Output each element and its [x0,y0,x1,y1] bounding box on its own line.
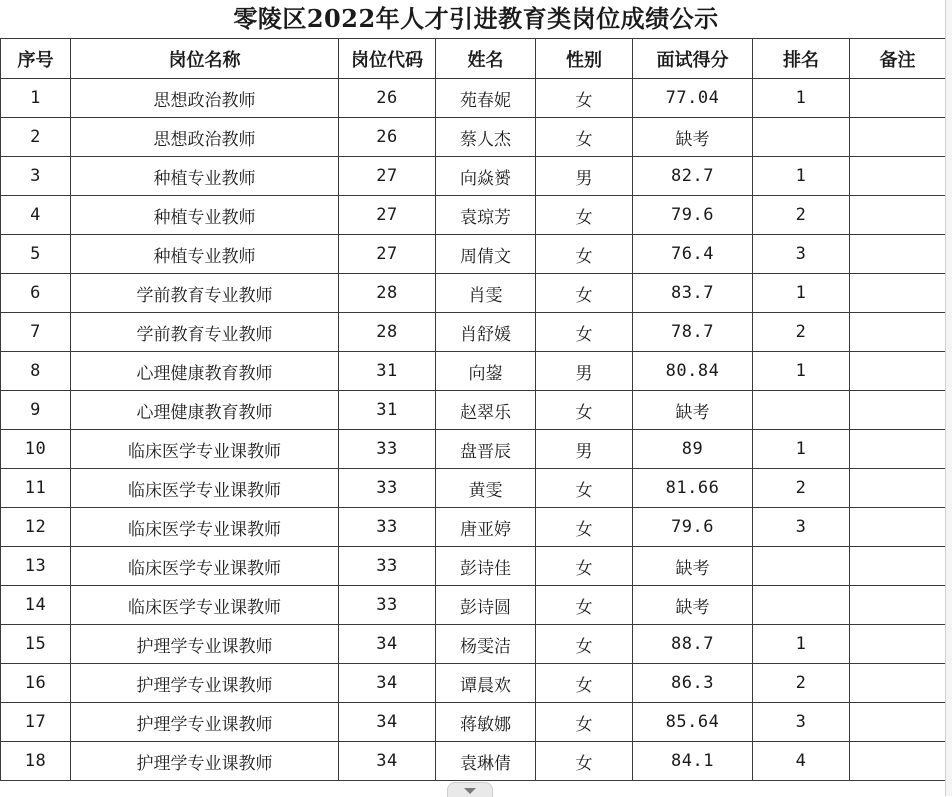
cell-name: 唐亚婷 [436,508,536,547]
table-row [1,508,946,547]
cell-index: 9 [1,391,71,430]
cell-remarks [850,391,946,430]
table-row [1,547,946,586]
cell-name: 向焱赟 [436,157,536,196]
cell-name: 杨雯洁 [436,625,536,664]
table-row [1,157,946,196]
cell-position-name: 护理学专业课教师 [71,664,339,703]
cell-gender: 女 [536,703,633,742]
cell-position-name: 种植专业教师 [71,196,339,235]
cell-gender: 男 [536,430,633,469]
cell-index: 7 [1,313,71,352]
cell-rank: 1 [753,430,850,469]
cell-interview-score: 缺考 [633,391,753,430]
cell-name: 苑春妮 [436,79,536,118]
cell-gender: 女 [536,508,633,547]
cell-gender: 女 [536,664,633,703]
table-row [1,235,946,274]
cell-position-code: 31 [339,391,436,430]
cell-position-code: 33 [339,508,436,547]
cell-name: 黄雯 [436,469,536,508]
cell-gender: 女 [536,742,633,781]
table-row [1,118,946,157]
cell-position-code: 27 [339,157,436,196]
cell-rank: 2 [753,469,850,508]
cell-interview-score: 缺考 [633,547,753,586]
cell-position-code: 28 [339,274,436,313]
cell-remarks [850,313,946,352]
cell-position-name: 思想政治教师 [71,118,339,157]
cell-position-name: 临床医学专业课教师 [71,586,339,625]
cell-gender: 女 [536,274,633,313]
cell-gender: 女 [536,586,633,625]
cell-name: 盘晋辰 [436,430,536,469]
cell-interview-score: 79.6 [633,508,753,547]
cell-gender: 女 [536,469,633,508]
cell-position-code: 34 [339,664,436,703]
cell-gender: 女 [536,313,633,352]
cell-rank: 1 [753,625,850,664]
cell-rank [753,586,850,625]
cell-index: 4 [1,196,71,235]
cell-interview-score: 79.6 [633,196,753,235]
cell-gender: 女 [536,547,633,586]
cell-remarks [850,625,946,664]
cell-index: 11 [1,469,71,508]
cell-position-code: 27 [339,235,436,274]
cell-remarks [850,586,946,625]
table-row [1,274,946,313]
cell-position-name: 种植专业教师 [71,235,339,274]
header-index: 序号 [1,39,71,79]
cell-rank: 2 [753,196,850,235]
cell-interview-score: 缺考 [633,118,753,157]
cell-position-code: 34 [339,742,436,781]
cell-rank: 1 [753,79,850,118]
cell-index: 1 [1,79,71,118]
cell-gender: 女 [536,235,633,274]
cell-index: 15 [1,625,71,664]
cell-name: 向鋆 [436,352,536,391]
cell-interview-score: 84.1 [633,742,753,781]
cell-gender: 女 [536,625,633,664]
cell-name: 蔡人杰 [436,118,536,157]
cell-remarks [850,430,946,469]
page-title: 零陵区2022年人才引进教育类岗位成绩公示 [0,0,952,38]
cell-position-code: 33 [339,547,436,586]
cell-remarks [850,664,946,703]
results-table [0,38,945,781]
cell-name: 赵翠乐 [436,391,536,430]
header-gender: 性别 [536,39,633,79]
cell-remarks [850,235,946,274]
cell-index: 13 [1,547,71,586]
cell-index: 2 [1,118,71,157]
cell-position-name: 学前教育专业教师 [71,274,339,313]
scroll-handle[interactable] [447,782,493,797]
cell-position-code: 33 [339,430,436,469]
cell-index: 17 [1,703,71,742]
cell-interview-score: 81.66 [633,469,753,508]
table-row [1,313,946,352]
cell-remarks [850,508,946,547]
cell-rank: 2 [753,313,850,352]
chevron-down-icon [464,788,476,794]
cell-position-name: 护理学专业课教师 [71,742,339,781]
cell-position-code: 34 [339,703,436,742]
cell-interview-score: 缺考 [633,586,753,625]
table-header-row [1,39,946,79]
right-edge-strip [945,0,952,796]
cell-position-name: 学前教育专业教师 [71,313,339,352]
header-remarks: 备注 [850,39,946,79]
cell-name: 彭诗佳 [436,547,536,586]
cell-remarks [850,469,946,508]
cell-index: 18 [1,742,71,781]
header-position-code: 岗位代码 [339,39,436,79]
cell-interview-score: 89 [633,430,753,469]
cell-position-code: 27 [339,196,436,235]
cell-index: 16 [1,664,71,703]
cell-position-name: 护理学专业课教师 [71,703,339,742]
cell-gender: 女 [536,79,633,118]
table-row [1,352,946,391]
table-row [1,664,946,703]
cell-interview-score: 88.7 [633,625,753,664]
table-row [1,586,946,625]
cell-name: 肖雯 [436,274,536,313]
cell-remarks [850,118,946,157]
cell-interview-score: 80.84 [633,352,753,391]
cell-rank [753,391,850,430]
cell-rank: 3 [753,508,850,547]
header-rank: 排名 [753,39,850,79]
cell-index: 8 [1,352,71,391]
cell-position-name: 临床医学专业课教师 [71,430,339,469]
cell-interview-score: 77.04 [633,79,753,118]
cell-rank: 4 [753,742,850,781]
cell-name: 谭晨欢 [436,664,536,703]
cell-interview-score: 82.7 [633,157,753,196]
cell-interview-score: 83.7 [633,274,753,313]
cell-index: 14 [1,586,71,625]
cell-gender: 女 [536,118,633,157]
cell-position-code: 33 [339,469,436,508]
cell-name: 袁琼芳 [436,196,536,235]
cell-position-code: 26 [339,118,436,157]
cell-position-code: 33 [339,586,436,625]
cell-name: 彭诗圆 [436,586,536,625]
cell-position-code: 28 [339,313,436,352]
cell-interview-score: 85.64 [633,703,753,742]
cell-remarks [850,196,946,235]
cell-index: 3 [1,157,71,196]
cell-remarks [850,547,946,586]
table-row [1,79,946,118]
cell-position-name: 临床医学专业课教师 [71,508,339,547]
table-row [1,391,946,430]
cell-position-name: 临床医学专业课教师 [71,547,339,586]
cell-position-code: 26 [339,79,436,118]
cell-position-code: 31 [339,352,436,391]
cell-rank: 2 [753,664,850,703]
cell-gender: 男 [536,157,633,196]
cell-rank: 1 [753,157,850,196]
table-row [1,430,946,469]
cell-position-name: 思想政治教师 [71,79,339,118]
cell-position-name: 心理健康教育教师 [71,391,339,430]
results-table-container [0,38,945,792]
cell-rank: 1 [753,274,850,313]
cell-index: 6 [1,274,71,313]
table-row [1,625,946,664]
cell-remarks [850,79,946,118]
cell-position-code: 34 [339,625,436,664]
cell-name: 周倩文 [436,235,536,274]
cell-rank [753,547,850,586]
cell-rank: 1 [753,352,850,391]
cell-rank [753,118,850,157]
cell-position-name: 心理健康教育教师 [71,352,339,391]
cell-name: 袁琳倩 [436,742,536,781]
table-row [1,196,946,235]
cell-gender: 男 [536,352,633,391]
cell-gender: 女 [536,196,633,235]
cell-position-name: 临床医学专业课教师 [71,469,339,508]
cell-remarks [850,742,946,781]
cell-remarks [850,352,946,391]
cell-interview-score: 76.4 [633,235,753,274]
cell-index: 12 [1,508,71,547]
cell-interview-score: 86.3 [633,664,753,703]
cell-index: 10 [1,430,71,469]
header-position-name: 岗位名称 [71,39,339,79]
cell-position-name: 护理学专业课教师 [71,625,339,664]
table-row [1,469,946,508]
cell-remarks [850,703,946,742]
cell-remarks [850,157,946,196]
cell-rank: 3 [753,235,850,274]
cell-interview-score: 78.7 [633,313,753,352]
cell-rank: 3 [753,703,850,742]
cell-remarks [850,274,946,313]
cell-name: 肖舒媛 [436,313,536,352]
table-row [1,703,946,742]
header-interview-score: 面试得分 [633,39,753,79]
table-row [1,742,946,781]
cell-index: 5 [1,235,71,274]
cell-name: 蒋敏娜 [436,703,536,742]
cell-position-name: 种植专业教师 [71,157,339,196]
cell-gender: 女 [536,391,633,430]
header-name: 姓名 [436,39,536,79]
table-body [1,79,946,781]
